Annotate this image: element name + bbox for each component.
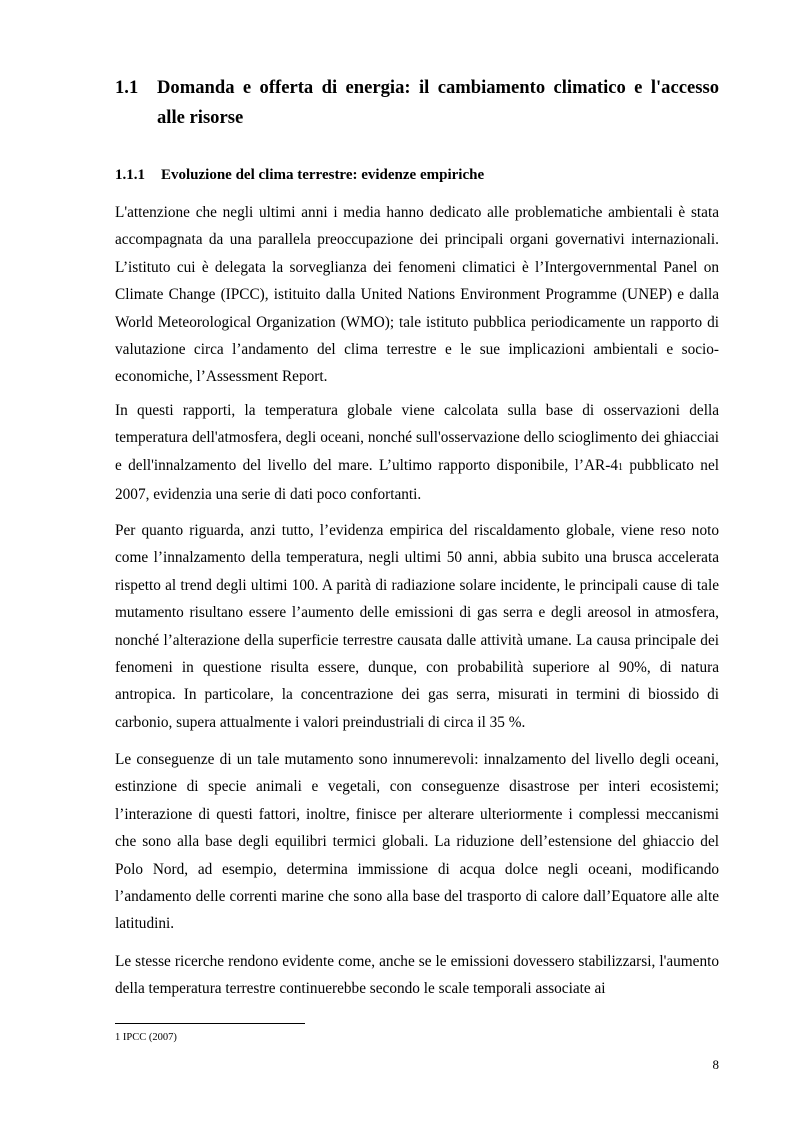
subsection-number: 1.1.1: [115, 167, 145, 183]
section-title-line1: Domanda e offerta di energia: il cambiamento climatico e l'accesso: [157, 77, 719, 98]
page-number: 8: [712, 1057, 719, 1072]
paragraph-2-text-end: pubblicato nel 2007, evidenzia una serie di dati poco confortanti.: [115, 456, 719, 504]
paragraph-2: [115, 397, 719, 509]
section-number: 1.1: [115, 77, 139, 98]
section-heading-line1: [115, 73, 719, 103]
footnote-reference: 1: [618, 461, 623, 473]
paragraph-5: Le stesse ricerche rendono evidente come, anche se le emissioni dovessero stabilizzarsi, l'aumento della temperatura terrestre continuerebbe secondo le scale temporali associate ai: [115, 953, 719, 998]
paragraph-2-text: In questi rapporti, la temperatura globale viene calcolata sulla base di osservazioni della temperatura dell'atmosfera, degli oceani, nonché sull'osservazione dello scioglimento dei ghiacciai e dell'innalzamento del livello del mare. L’ultimo rapporto disponibile, l’AR-4: [115, 402, 719, 474]
subsection-heading: [115, 165, 484, 185]
paragraph-1: L'attenzione che negli ultimi anni i media hanno dedicato alle problematiche ambientali è stata accompagnata da una parallela preoccupazione dei principali organi governativi internazionali. L’istituto cui è delegata la sorveglianza dei fenomeni climatici è l’Intergovernmental Panel on Climate Change (IPCC), istituito dalla United Nations Environment Programme (UNEP) e dalla World Meteorological Organization (WMO); tale istituto pubblica periodicamente un rapporto di valutazione circa l’andamento del clima terrestre e le sue implicazioni ambientali e socio-economiche, l’Assessment Report.: [115, 204, 719, 386]
section-title-line2: alle risorse: [157, 107, 244, 128]
footnote-divider: [115, 1023, 305, 1024]
footnote: 1 IPCC (2007): [115, 1032, 177, 1043]
paragraph-3: Per quanto riguarda, anzi tutto, l’evidenza empirica del riscaldamento globale, viene reso noto come l’innalzamento della temperatura, negli ultimi 50 anni, abbia subito una brusca accelerata rispetto al trend degli ultimi 100. A parità di radiazione solare incidente, le principali cause di tale mutamento risultano essere l’aumento delle emissioni di gas serra e degli areosol in atmosfera, nonché l’alterazione della superficie terrestre causata dalle attività umane. La causa principale dei fenomeni in questione risulta essere, dunque, con probabilità superiore al 90%, di natura antropica. In particolare, la concentrazione dei gas serra, misurati in termini di biossido di carbonio, supera attualmente i valori preindustriali di circa il 35 %.: [115, 522, 719, 731]
section-heading: [115, 73, 719, 133]
subsection-title: Evoluzione del clima terrestre: evidenze empiriche: [161, 167, 485, 183]
paragraph-4: Le conseguenze di un tale mutamento sono innumerevoli: innalzamento del livello degli oceani, estinzione di specie animali e vegetali, con conseguenze disastrose per interi ecosistemi; l’interazione di questi fattori, inoltre, finisce per alterare ulteriormente i complessi meccanismi che sono alla base degli equilibri termici globali. La riduzione dell’estensione del ghiaccio del Polo Nord, ad esempio, determina immissione di acqua dolce negli oceani, modificando l’andamento delle correnti marine che sono alla base del trasporto di calore dall’Equatore alle alte latitudini.: [115, 751, 719, 933]
